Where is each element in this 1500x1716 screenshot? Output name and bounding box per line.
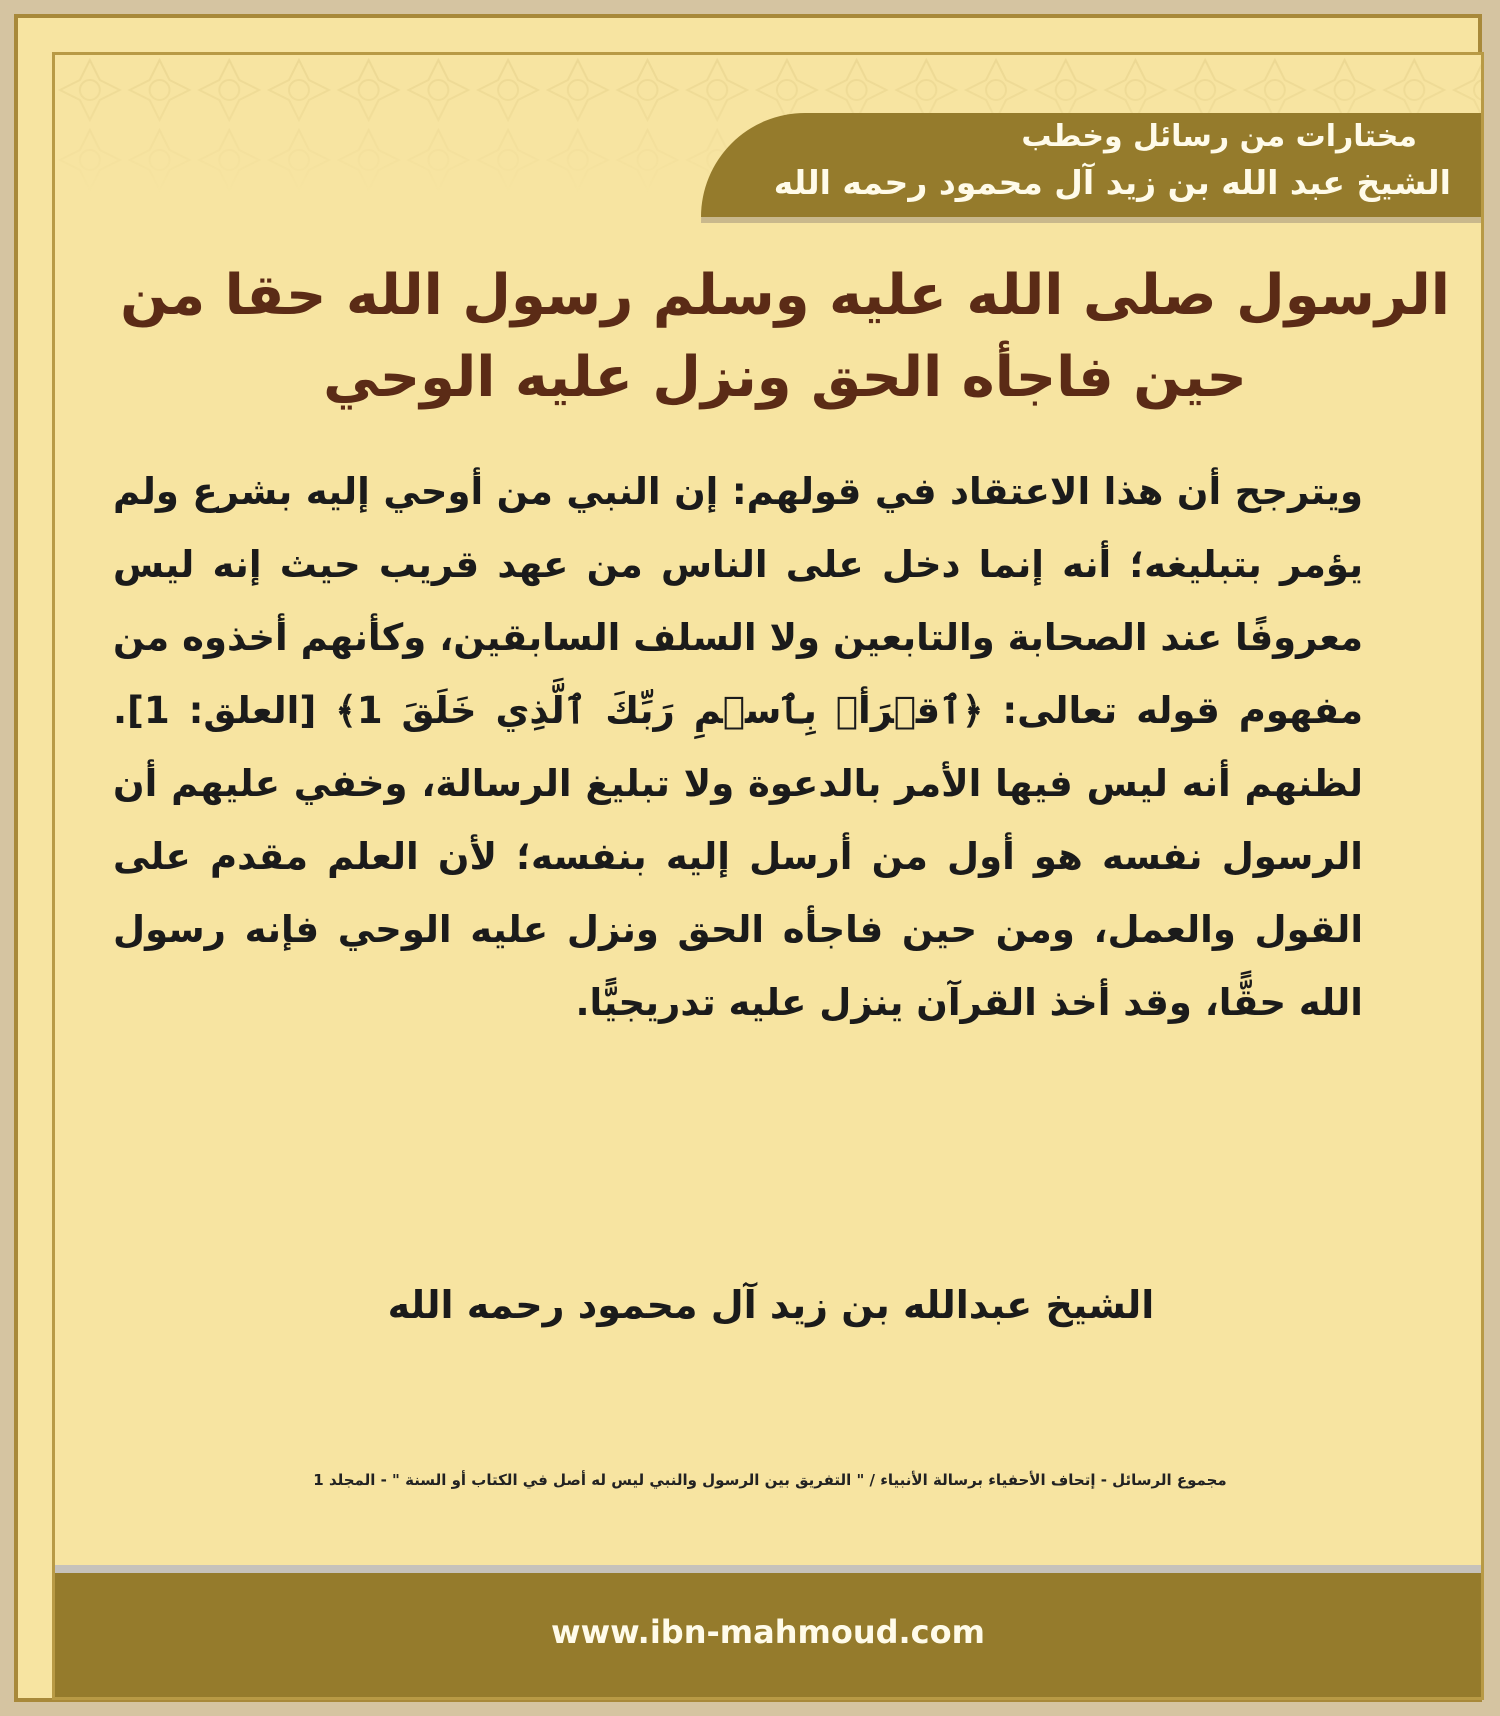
source-citation: مجموع الرسائل - إتحاف الأحفياء برسالة الأنبياء / " التفريق بين الرسول والنبي ليس له أصل في الكتاب أو السنة " - المجلد 1 xyxy=(313,1471,1227,1489)
series-title: مختارات من رسائل وخطب xyxy=(1021,119,1417,154)
author-name: الشيخ عبد الله بن زيد آل محمود رحمه الله xyxy=(773,163,1451,202)
footer-bar xyxy=(55,1573,1481,1700)
header-ribbon xyxy=(701,113,1481,217)
page-panel xyxy=(52,52,1484,1700)
article-body: ويترجح أن هذا الاعتقاد في قولهم: إن النبي من أوحي إليه بشرع ولم يؤمر بتبليغه؛ أنه إنما دخل على الناس من عهد قريب حيث إنه ليس معروفًا عند الصحابة والتابعين ولا السلف السابقين، وكأنهم أخذوه من مفهوم قوله تعالى: ﴿ٱقۡرَأۡ بِٱسۡمِ رَبِّكَ ٱلَّذِي خَلَقَ 1﴾ [العلق: 1]. لظنهم أنه ليس فيها الأمر بالدعوة ولا تبليغ الرسالة، وخفي عليهم أن الرسول نفسه هو أول من أرسل إليه بنفسه؛ لأن العلم مقدم على القول والعمل، ومن حين فاجأه الحق ونزل عليه الوحي فإنه رسول الله حقًّا، وقد أخذ القرآن ينزل عليه تدريجيًّا. xyxy=(113,470,1363,1024)
footer-divider xyxy=(55,1565,1481,1573)
article-title: الرسول صلى الله عليه وسلم رسول الله حقا من حين فاجأه الحق ونزل عليه الوحي xyxy=(120,263,1450,410)
outer-frame xyxy=(14,14,1482,1702)
website-url[interactable]: www.ibn-mahmoud.com xyxy=(551,1613,985,1651)
signature: الشيخ عبدالله بن زيد آل محمود رحمه الله xyxy=(387,1283,1155,1327)
